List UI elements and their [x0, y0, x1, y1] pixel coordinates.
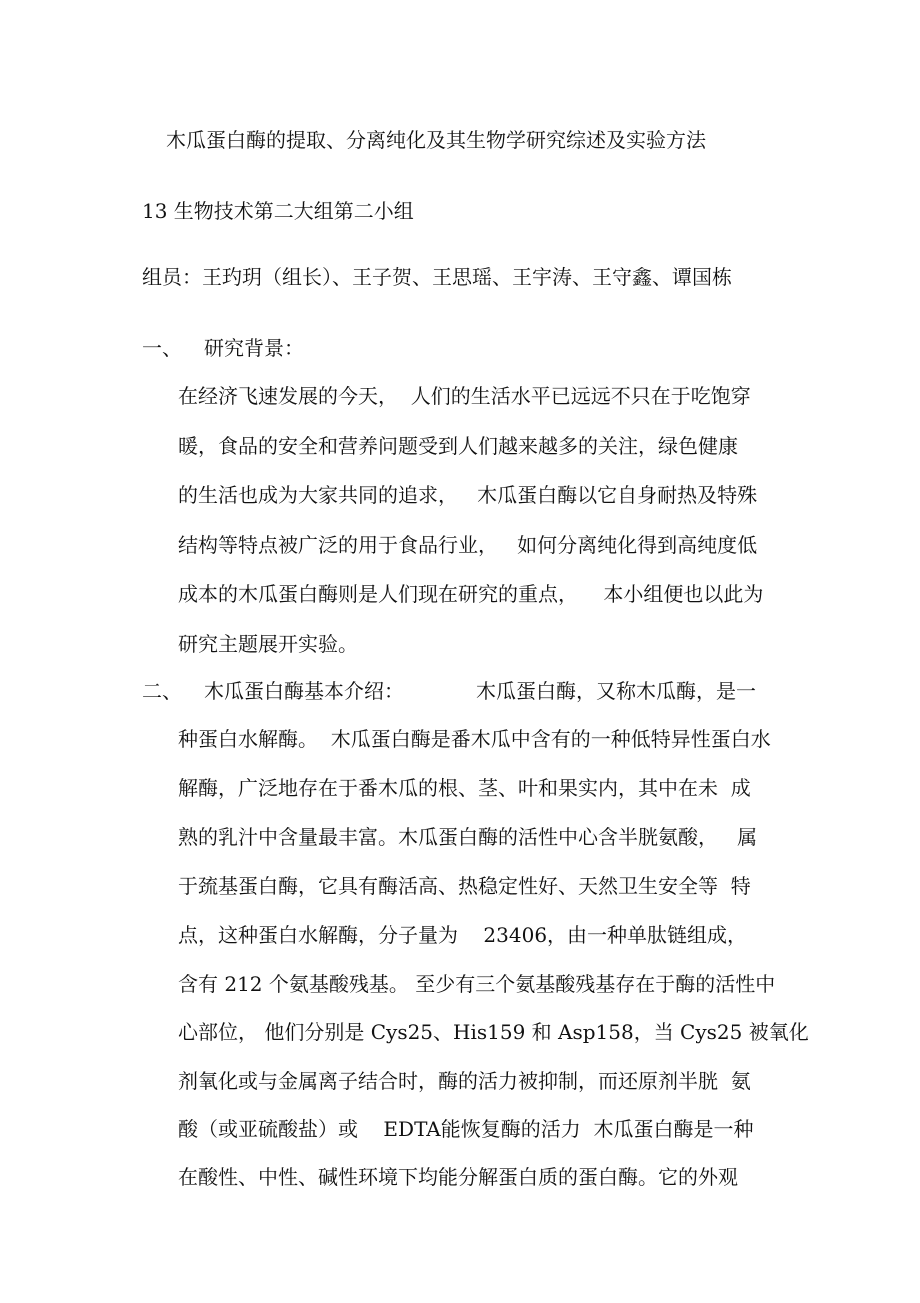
section-1-paragraph-line: 结构等特点被广泛的用于食品行业， 如何分离纯化得到高纯度低	[178, 533, 758, 557]
section-2-paragraph-line: 剂氧化或与金属离子结合时，酶的活力被抑制，而还原剂半胱 氨	[178, 1069, 751, 1093]
group-name: 13 生物技术第二大组第二小组	[142, 199, 414, 223]
section-1-paragraph-line: 成本的木瓜蛋白酶则是人们现在研究的重点， 本小组便也以此为	[178, 582, 764, 606]
section-2-paragraph-line: 于巯基蛋白酶，它具有酶活高、热稳定性好、天然卫生安全等 特	[178, 874, 751, 898]
section-2-heading: 木瓜蛋白酶基本介绍：	[204, 679, 404, 703]
section-2-paragraph-line: 种蛋白水解酶。 木瓜蛋白酶是番木瓜中含有的一种低特异性蛋白水	[178, 727, 771, 751]
section-1-paragraph-line: 在经济飞速发展的今天， 人们的生活水平已远远不只在于吃饱穿	[178, 384, 751, 408]
section-2-first-line-text: 木瓜蛋白酶，又称木瓜酶，是一	[476, 679, 756, 703]
section-1-number: 一、	[142, 336, 182, 360]
section-1-paragraph-line: 暖，食品的安全和营养问题受到人们越来越多的关注，绿色健康	[178, 434, 738, 458]
section-2-paragraph-line: 心部位， 他们分别是 Cys25、His159 和 Asp158，当 Cys25 被氧化	[178, 1020, 809, 1044]
section-1-paragraph-line: 的生活也成为大家共同的追求， 木瓜蛋白酶以它自身耐热及特殊	[178, 483, 758, 507]
section-2-paragraph-line: 在酸性、中性、碱性环境下均能分解蛋白质的蛋白酶。它的外观	[178, 1165, 738, 1189]
section-2-paragraph-line: 酸（或亚硫酸盐）或 EDTA能恢复酶的活力 木瓜蛋白酶是一种	[178, 1117, 754, 1141]
section-2-paragraph-line: 含有 212 个氨基酸残基。 至少有三个氨基酸残基存在于酶的活性中	[178, 972, 776, 996]
document-title: 木瓜蛋白酶的提取、分离纯化及其生物学研究综述及实验方法	[166, 128, 706, 152]
section-2-paragraph-line: 点，这种蛋白水解酶，分子量为 23406，由一种单肽链组成，	[178, 923, 748, 947]
section-1-heading: 研究背景：	[204, 336, 304, 360]
member-list: 组员：王玓玥（组长）、王子贺、王思瑶、王宇涛、王守鑫、谭国栋	[142, 265, 732, 289]
section-1-paragraph-line: 研究主题展开实验。	[178, 632, 358, 656]
section-2-number: 二、	[142, 679, 182, 703]
section-2-paragraph-line: 熟的乳汁中含量最丰富。木瓜蛋白酶的活性中心含半胱氨酸， 属	[178, 825, 758, 849]
section-2-paragraph-line: 解酶，广泛地存在于番木瓜的根、茎、叶和果实内，其中在未 成	[178, 776, 751, 800]
